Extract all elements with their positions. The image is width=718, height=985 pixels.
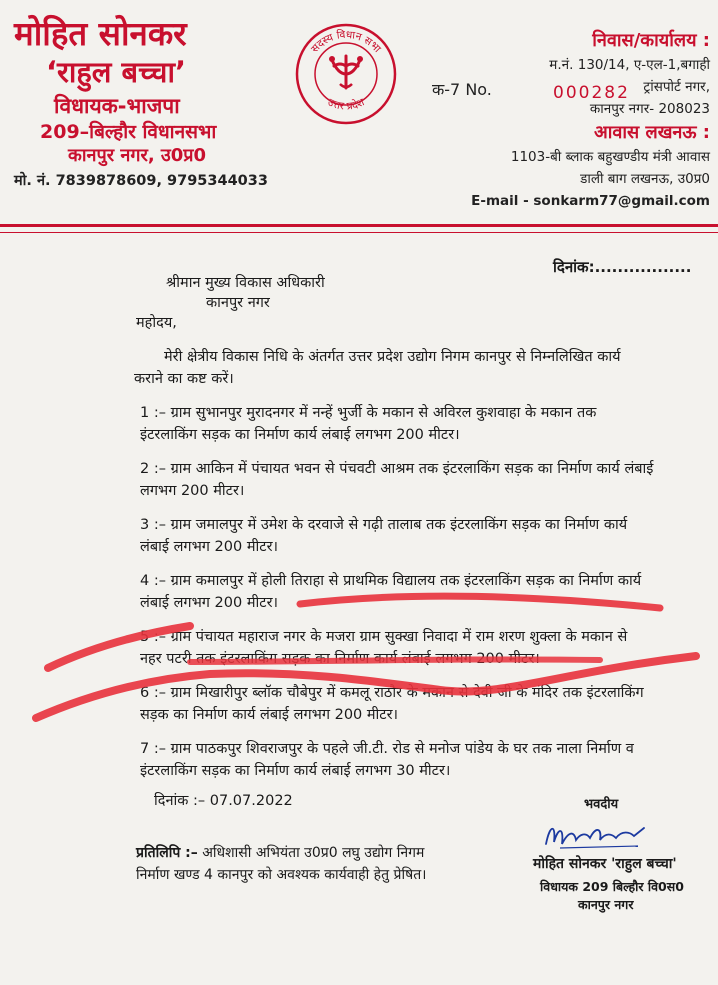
letter-date: दिनांक :– 07.07.2022 — [154, 793, 293, 809]
lucknow-line1: 1103-बी ब्लाक बहुखण्डीय मंत्री आवास — [510, 149, 710, 165]
copy-label: प्रतिलिपि :– — [136, 845, 198, 861]
residence-heading: निवास/कार्यालय : — [592, 30, 710, 51]
reference-number: 000282 — [553, 83, 630, 103]
letterhead-left — [14, 14, 268, 192]
addressee-line2: कानपुर नगर — [206, 295, 270, 311]
lucknow-line2: डाली बाग लखनऊ, उ0प्र0 — [580, 171, 710, 187]
item-3-line2: लंबाई लगभग 200 मीटर। — [140, 539, 279, 555]
item-4-line1: 4 :– ग्राम कमालपुर में होली तिराहा से प्राथमिक विद्यालय तक इंटरलाकिंग सड़क का निर्माण कार्य — [140, 573, 642, 589]
signatory-city: कानपुर नगर — [578, 897, 634, 912]
item-5-line1: 5 :– ग्राम पंचायत महाराज नगर के मजरा ग्राम सुक्खा निवादा में राम शरण शुक्ला के मकान से — [140, 629, 628, 645]
date-field: दिनांक:................. — [553, 258, 692, 276]
item-2-line2: लगभग 200 मीटर। — [140, 483, 245, 499]
item-1-line2: इंटरलाकिंग सड़क का निर्माण कार्य लंबाई लगभग 200 मीटर। — [140, 427, 460, 443]
reference-label: क-7 No. — [432, 80, 492, 99]
letterhead-right — [460, 28, 710, 212]
lucknow-heading: आवास लखनऊ : — [593, 122, 710, 143]
mla-constituency: 209–बिल्हौर विधानसभा — [40, 121, 217, 143]
mla-nickname: ‘राहुल बच्चा’ — [46, 55, 186, 89]
addressee-line1: श्रीमान मुख्य विकास अधिकारी — [166, 275, 325, 291]
seal-top-text: सदस्य विधान सभा — [308, 28, 384, 56]
item-6-line1: 6 :– ग्राम मिखारीपुर ब्लॉक चौबेपुर में कमलू राठौर के मकान से देवी जी के मंदिर तक इंटरलाकिंग — [140, 685, 644, 701]
residence-line2: ट्रांसपोर्ट नगर, — [643, 79, 710, 95]
header-rule-thin — [0, 232, 718, 233]
copy-line1 — [136, 842, 424, 864]
item-4-line2: लंबाई लगभग 200 मीटर। — [140, 595, 279, 611]
signatory-designation: विधायक 209 बिल्हौर वि0स0 — [540, 879, 684, 894]
item-3-line1: 3 :– ग्राम जमालपुर में उमेश के दरवाजे से गढ़ी तालाब तक इंटरलाकिंग सड़क का निर्माण कार्य — [140, 517, 628, 533]
item-1-line1: 1 :– ग्राम सुभानपुर मुरादनगर में नन्हें भुर्जी के मकान से अविरल कुशवाहा के मकान तक — [140, 405, 597, 421]
email-address: E-mail - sonkarm77@gmail.com — [471, 193, 710, 209]
seal-bottom-text: उत्तर प्रदेश — [325, 96, 367, 113]
mla-name: मोहित सोनकर — [14, 14, 187, 53]
item-5-line2: नहर पटरी तक इंटरलाकिंग सड़क का निर्माण कार्य लंबाई लगभग 200 मीटर। — [140, 651, 540, 667]
assembly-seal-icon — [294, 22, 398, 126]
item-2-line1: 2 :– ग्राम आकिन में पंचायत भवन से पंचवटी आश्रम तक इंटरलाकिंग सड़क का निर्माण कार्य लंबाई — [140, 461, 654, 477]
copy-line2: निर्माण खण्ड 4 कानपुर को अवश्यक कार्यवाही हेतु प्रेषित। — [136, 867, 427, 883]
mla-designation: विधायक-भाजपा — [54, 94, 180, 118]
residence-line1: म.नं. 130/14, ए-एल-1,बगाही — [549, 57, 710, 73]
handwritten-signature-icon — [540, 818, 650, 852]
item-7-line1: 7 :– ग्राम पाठकपुर शिवराजपुर के पहले जी.टी. रोड से मनोज पांडेय के घर तक नाला निर्माण व — [140, 741, 634, 757]
copy-recipient: अधिशासी अभियंता उ0प्र0 लघु उद्योग निगम — [202, 845, 425, 861]
residence-line3: कानपुर नगर- 208023 — [589, 101, 710, 117]
intro-line2: कराने का कष्ट करें। — [134, 371, 234, 387]
mla-phone: मो. नं. 7839878609, 9795344033 — [14, 173, 268, 189]
salutation: महोदय, — [136, 315, 177, 331]
closing-text: भवदीय — [584, 797, 619, 812]
item-6-line2: सड़क का निर्माण कार्य लंबाई लगभग 200 मीटर। — [140, 707, 399, 723]
signatory-name: मोहित सोनकर 'राहुल बच्चा' — [533, 856, 677, 872]
mla-city: कानपुर नगर, उ0प्र0 — [68, 145, 207, 166]
header-rule-thick — [0, 224, 718, 227]
intro-line1: मेरी क्षेत्रीय विकास निधि के अंतर्गत उत्तर प्रदेश उद्योग निगम कानपुर से निम्नलिखित कार्य — [164, 349, 621, 365]
item-7-line2: इंटरलाकिंग सड़क का निर्माण कार्य लंबाई लगभग 30 मीटर। — [140, 763, 451, 779]
